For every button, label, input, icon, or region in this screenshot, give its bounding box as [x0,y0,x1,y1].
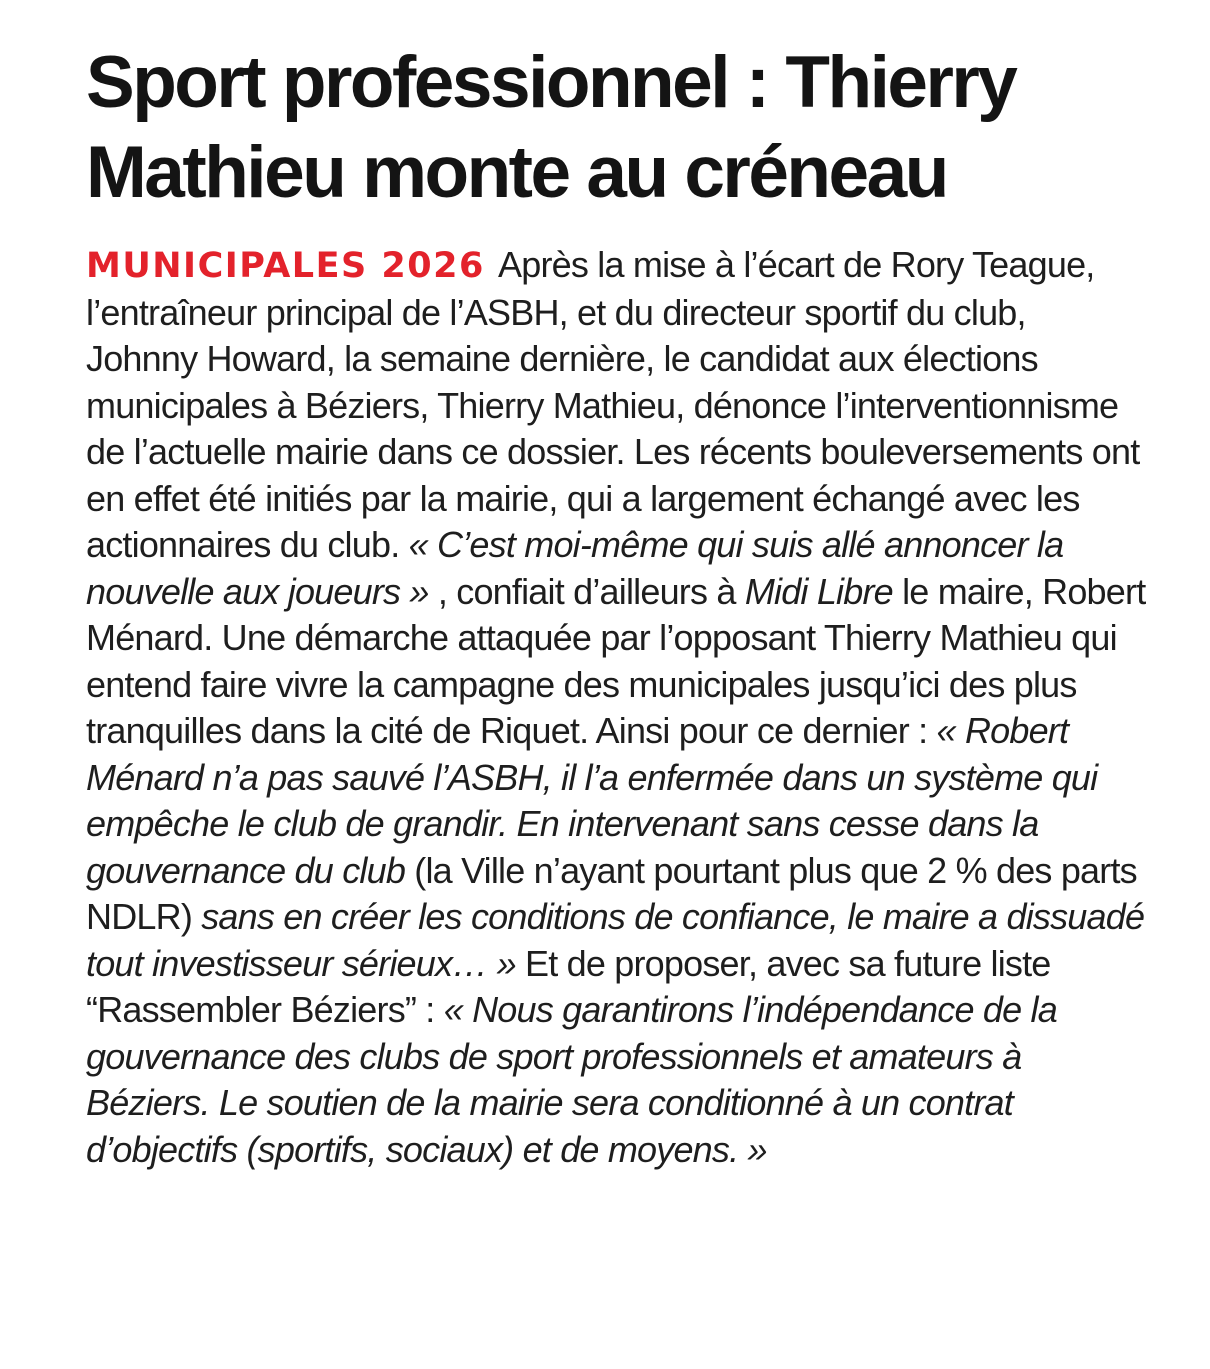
newspaper-name: Midi Libre [744,570,893,612]
quote-menard-players: « C’est moi-même qui suis allé annoncer la nouvelle aux joueurs » [86,524,1064,612]
body-segment-4: le maire, Robert Ménard. Une démarche attaquée par l’opposant Thierry Mathieu qui entend faire vivre la campagne des municipales jusqu’ici des plus tranquilles dans la cité de Riquet. Ainsi pour ce dernier : [86,570,1146,751]
quote-mathieu-part-1: « Robert Ménard n’a pas sauvé l’ASBH, il l’a enfermée dans un système qui empêche le club de grandir. En intervenant sans cesse dans la gouvernance du club [86,710,1098,891]
article-body [86,242,1146,1173]
news-article [86,38,1146,1173]
quote-mathieu-proposal: « Nous garantirons l’indépendance de la gouvernance des clubs de sport professionnels et amateurs à Béziers. Le soutien de la mairie sera conditionné à un contrat d’objectifs (sportifs, sociaux) et de moyens. » [86,989,1057,1170]
body-segment-8: Et de proposer, avec sa future liste “Rassembler Béziers” : [86,942,1051,1030]
quote-mathieu-part-2: sans en créer les conditions de confiance, le maire a dissuadé tout investisseur sérieux… » [86,896,1145,984]
body-segment-6: (la Ville n’ayant pourtant plus que 2 % des parts NDLR) [86,849,1137,937]
body-segment-0: Après la mise à l’écart de Rory Teague, l’entraîneur principal de l’ASBH, et du directeur sportif du club, Johnny Howard, la semaine dernière, le candidat aux élections municipales à Béziers, Thierry Mathieu, dénonce l’interventionnisme de l’actuelle mairie dans ce dossier. Les récents bouleversements ont en effet été initiés par la mairie, qui a largement échangé avec les actionnaires du club. [86,244,1140,565]
article-kicker: MUNICIPALES 2026 [86,246,485,286]
article-headline: Sport professionnel : Thierry Mathieu monte au créneau [86,42,1016,213]
body-segment-2: , confiait d’ailleurs à [437,570,745,612]
